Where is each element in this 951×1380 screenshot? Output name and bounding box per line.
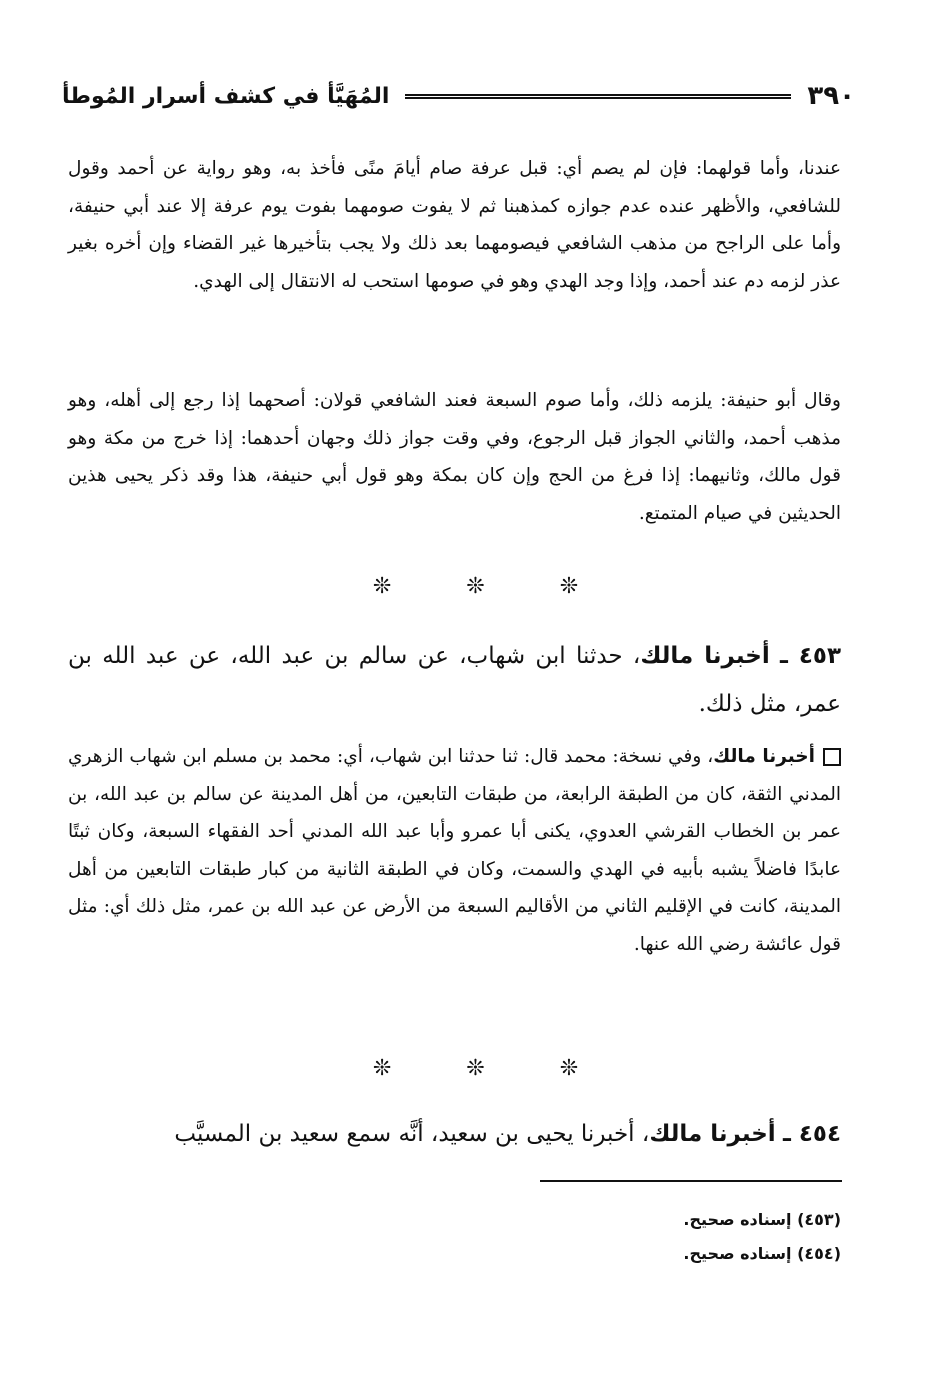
hadith-454 <box>68 1110 841 1158</box>
star-icon: ❊ <box>372 574 392 599</box>
paragraph-1: عندنا، وأما قولهما: فإن لم يصم أي: قبل عرفة صام أيامَ منًى فأخذ به، وهو رواية عن أحمد وقول للشافعي، والأظهر عنده عدم جوازه كمذهبنا ثم لا يفوت صومهما بفوت يوم عرفة إلا عند أبي حنيفة، وأما على الراجح من مذهب الشافعي فيصومهما بعد ذلك ولا يجب بتأخيرها غير القضاء وإن أخره بغير عذر لزمه دم عند أحمد، وإذا وجد الهدي وهو في صومها استحب له الانتقال إلى الهدي. <box>68 158 841 292</box>
separator-1 <box>0 574 951 599</box>
star-icon: ❊ <box>559 1056 579 1081</box>
star-icon: ❊ <box>466 1056 485 1081</box>
hadith-lead: أخبرنا مالك <box>649 1121 776 1147</box>
footnote-453: (٤٥٣) إسناده صحيح. <box>683 1210 841 1229</box>
hadith-text: ، أخبرنا يحيى بن سعيد، أنَّه سمع سعيد بن المسيَّب <box>174 1121 650 1147</box>
book-title: المُهَيَّأ في كشف أسرار المُوطأ <box>62 83 390 109</box>
hadith-number: ٤٥٤ ـ <box>783 1121 841 1147</box>
commentary-text: ، وفي نسخة: محمد قال: ثنا حدثنا ابن شهاب، أي: محمد بن مسلم ابن شهاب الزهري المدني الثقة، كان من الطبقة الرابعة، من طبقات التابعين، من أهل المدينة عن سالم بن عبد الله، بن عمر بن الخطاب القرشي العدوي، يكنى أبا عمرو وأبا عبد الله المدني أحد الفقهاء السبعة، وكان ثبتًا عابدًا فاضلاً يشبه بأبيه في الهدي والسمت، وكان في الطبقة الثانية من كبار طبقات التابعين من أهل المدينة، كانت في الإقليم الثاني من الأقاليم السبعة من الأرض عن عبد الله بن عمر، مثل ذلك أي: مثل قول عائشة رضي الله عنها. <box>68 746 841 955</box>
header-rule <box>405 94 791 99</box>
page-header <box>62 76 855 116</box>
page-number: ٣٩٠ <box>807 81 855 111</box>
hadith-number: ٤٥٣ ـ <box>780 643 842 669</box>
commentary-453 <box>68 738 841 963</box>
hadith-453 <box>68 632 841 728</box>
hadith-text: ، حدثنا ابن شهاب، عن سالم بن عبد الله، عن عبد الله بن عمر، مثل ذلك. <box>68 643 841 717</box>
square-marker-icon <box>823 748 841 766</box>
commentary-lead: أخبرنا مالك <box>713 746 815 767</box>
footnote-454: (٤٥٤) إسناده صحيح. <box>683 1244 841 1263</box>
hadith-lead: أخبرنا مالك <box>640 643 770 669</box>
footnote-rule <box>540 1180 842 1182</box>
star-icon: ❊ <box>466 574 485 599</box>
star-icon: ❊ <box>372 1056 392 1081</box>
paragraph-2: وقال أبو حنيفة: يلزمه ذلك، وأما صوم السبعة فعند الشافعي قولان: أصحهما إذا رجع إلى أهله، وهو مذهب أحمد، والثاني الجواز قبل الرجوع، وفي وقت جواز ذلك وجهان أحدهما: إذا خرج من مكة وهو قول مالك، وثانيهما: إذا فرغ من الحج وإن كان بمكة وهو قول أبي حنيفة، هذا وقد ذكر يحيى هذين الحديثين في صيام المتمتع. <box>68 390 841 524</box>
star-icon: ❊ <box>559 574 579 599</box>
separator-2 <box>0 1056 951 1081</box>
